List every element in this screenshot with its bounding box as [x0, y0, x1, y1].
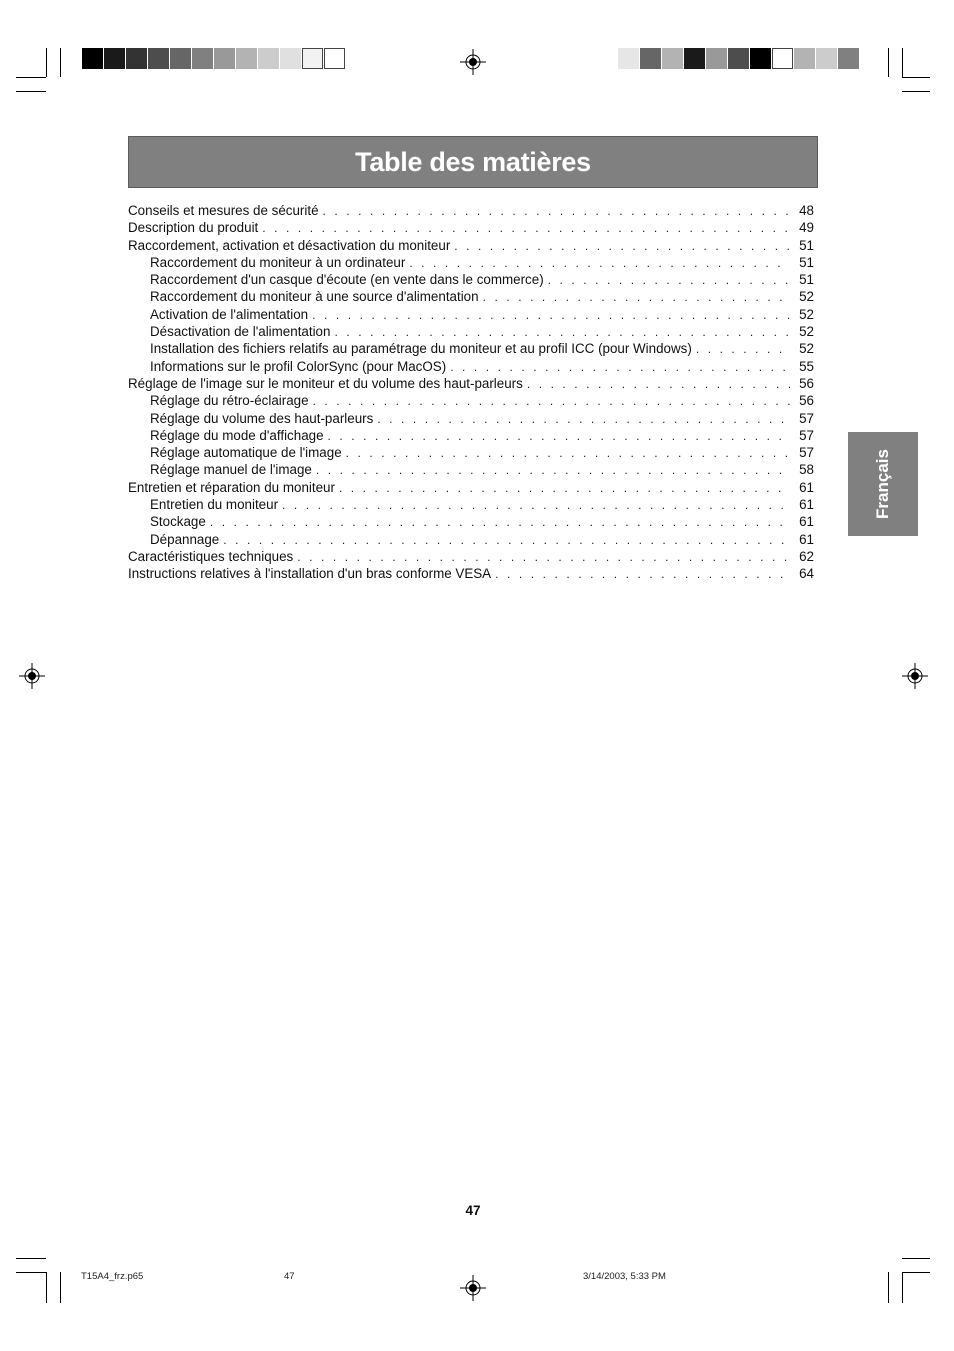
toc-dot-leader: [312, 307, 790, 324]
toc-entry: [128, 531, 814, 548]
toc-entry: [128, 479, 814, 496]
toc-dot-leader: [323, 203, 790, 220]
toc-entry: [128, 565, 814, 582]
language-tab-label: Français: [873, 449, 892, 519]
crop-mark: [888, 1272, 889, 1303]
toc-dot-leader: [223, 532, 790, 549]
toc-dot-leader: [454, 238, 790, 255]
toc-dot-leader: [297, 549, 790, 566]
crop-mark: [16, 1258, 46, 1259]
crop-mark: [46, 48, 47, 77]
toc-entry-page: 52: [799, 341, 814, 357]
toc-entry: [128, 444, 814, 461]
toc-entry-label: Installation des fichiers relatifs au paramétrage du moniteur et au profil ICC (pour Windows): [150, 341, 692, 357]
color-swatch: [838, 48, 859, 69]
crop-mark: [888, 48, 889, 77]
toc-entry-label: Raccordement du moniteur à un ordinateur: [150, 254, 406, 270]
toc-entry-page: 52: [799, 306, 814, 322]
color-swatch: [728, 48, 749, 69]
toc-entry: [128, 358, 814, 375]
toc-dot-leader: [377, 411, 790, 428]
toc-entry: [128, 254, 814, 271]
toc-entry: [128, 271, 814, 288]
toc-entry-page: 57: [799, 427, 814, 443]
toc-dot-leader: [450, 359, 790, 376]
color-swatch: [280, 48, 301, 69]
toc-entry-label: Caractéristiques techniques: [128, 548, 294, 564]
toc-entry-page: 55: [799, 358, 814, 374]
color-swatch: [706, 48, 727, 69]
toc-dot-leader: [316, 462, 790, 479]
toc-entry-label: Réglage automatique de l'image: [150, 445, 342, 461]
toc-entry-label: Raccordement du moniteur à une source d'alimentation: [150, 289, 479, 305]
toc-entry-label: Désactivation de l'alimentation: [150, 324, 331, 340]
toc-entry: [128, 306, 814, 323]
color-swatch: [192, 48, 213, 69]
toc-entry-label: Réglage du mode d'affichage: [150, 427, 324, 443]
color-swatch: [640, 48, 661, 69]
registration-mark-icon: [19, 663, 45, 689]
toc-dot-leader: [346, 445, 790, 462]
color-swatch: [684, 48, 705, 69]
crop-mark: [16, 91, 46, 92]
toc-dot-leader: [328, 428, 790, 445]
toc-entry-label: Description du produit: [128, 220, 259, 236]
toc-entry-page: 52: [799, 324, 814, 340]
toc-entry: [128, 323, 814, 340]
crop-mark: [902, 91, 930, 92]
crop-mark: [902, 1272, 903, 1303]
color-swatch: [214, 48, 235, 69]
language-tab: [848, 432, 918, 536]
color-swatch: [662, 48, 683, 69]
toc-entry-label: Instructions relatives à l'installation d'un bras conforme VESA: [128, 566, 492, 582]
toc-entry-page: 48: [799, 203, 814, 218]
toc-entry: [128, 375, 814, 392]
toc-entry-label: Conseils et mesures de sécurité: [128, 203, 319, 218]
toc-entry-page: 56: [799, 393, 814, 409]
toc-entry: [128, 427, 814, 444]
toc-entry-label: Entretien du moniteur: [150, 497, 279, 513]
registration-mark-icon: [460, 49, 486, 75]
registration-mark-icon: [460, 1275, 486, 1301]
toc-entry-page: 61: [799, 497, 814, 513]
color-swatch: [104, 48, 125, 69]
crop-mark: [16, 1272, 46, 1273]
toc-entry: [128, 461, 814, 478]
toc-entry-label: Activation de l'alimentation: [150, 306, 309, 322]
toc-entry: [128, 237, 814, 254]
toc-dot-leader: [210, 514, 790, 531]
toc-entry-label: Réglage du rétro-éclairage: [150, 393, 309, 409]
toc-entry-page: 51: [799, 254, 814, 270]
toc-entry: [128, 410, 814, 427]
color-swatch: [772, 48, 793, 69]
crop-mark: [902, 1272, 930, 1273]
toc-entry-page: 61: [799, 531, 814, 547]
toc-dot-leader: [409, 255, 790, 272]
toc-entry: [128, 513, 814, 530]
toc-entry-label: Entretien et réparation du moniteur: [128, 479, 335, 495]
toc-entry-page: 49: [799, 220, 814, 236]
color-swatch: [618, 48, 639, 69]
color-swatch: [302, 48, 323, 69]
color-swatch: [236, 48, 257, 69]
toc-entry: [128, 202, 814, 219]
toc-entry: [128, 548, 814, 565]
toc-dot-leader: [483, 289, 790, 306]
toc-entry-page: 52: [799, 289, 814, 305]
toc-entry: [128, 496, 814, 513]
toc-dot-leader: [527, 376, 790, 393]
toc-entry: [128, 340, 814, 357]
toc-entry-label: Réglage de l'image sur le moniteur et du volume des haut-parleurs: [128, 375, 523, 391]
color-swatch: [126, 48, 147, 69]
toc-entry: [128, 219, 814, 236]
crop-mark: [902, 1258, 930, 1259]
crop-mark: [902, 77, 930, 78]
toc-dot-leader: [262, 220, 790, 237]
page-number: 47: [465, 1203, 481, 1218]
toc-entry-page: 61: [799, 479, 814, 495]
toc-entry-page: 51: [799, 237, 814, 253]
title-bar: [128, 136, 818, 188]
crop-mark: [46, 1272, 47, 1303]
toc-dot-leader: [282, 497, 790, 514]
toc-entry-page: 57: [799, 445, 814, 461]
toc-entry-page: 57: [799, 410, 814, 426]
table-of-contents: [128, 202, 814, 583]
color-swatch: [794, 48, 815, 69]
toc-entry-page: 58: [799, 462, 814, 478]
toc-entry: [128, 392, 814, 409]
page-title: Table des matières: [355, 146, 591, 177]
color-swatch: [258, 48, 279, 69]
crop-mark: [902, 48, 903, 77]
toc-entry-page: 56: [799, 375, 814, 391]
toc-entry-label: Réglage manuel de l'image: [150, 462, 312, 478]
footer-file-name: T15A4_frz.p65: [81, 1271, 144, 1282]
color-calibration-strip-left: [82, 48, 346, 69]
crop-mark: [60, 48, 61, 77]
toc-entry-page: 62: [799, 548, 814, 564]
color-swatch: [324, 48, 345, 69]
toc-dot-leader: [313, 393, 790, 410]
footer-page: 47: [284, 1271, 295, 1282]
toc-entry-label: Raccordement d'un casque d'écoute (en vente dans le commerce): [150, 272, 544, 288]
toc-entry-label: Dépannage: [150, 531, 220, 547]
toc-entry-label: Informations sur le profil ColorSync (pour MacOS): [150, 358, 447, 374]
toc-entry-page: 61: [799, 514, 814, 530]
registration-mark-icon: [902, 663, 928, 689]
toc-dot-leader: [334, 324, 790, 341]
toc-dot-leader: [339, 480, 790, 497]
toc-entry-page: 51: [799, 272, 814, 288]
toc-dot-leader: [696, 341, 790, 358]
crop-mark: [16, 77, 46, 78]
toc-dot-leader: [548, 272, 790, 289]
color-swatch: [750, 48, 771, 69]
toc-dot-leader: [495, 566, 790, 583]
toc-entry: [128, 288, 814, 305]
color-swatch: [82, 48, 103, 69]
color-swatch: [816, 48, 837, 69]
toc-entry-label: Raccordement, activation et désactivation du moniteur: [128, 237, 451, 253]
crop-mark: [60, 1272, 61, 1303]
color-swatch: [148, 48, 169, 69]
color-swatch: [170, 48, 191, 69]
color-calibration-strip-right: [618, 48, 860, 69]
toc-entry-label: Stockage: [150, 514, 206, 530]
toc-entry-page: 64: [799, 566, 814, 582]
footer-timestamp: 3/14/2003, 5:33 PM: [583, 1271, 666, 1282]
toc-entry-label: Réglage du volume des haut-parleurs: [150, 410, 374, 426]
